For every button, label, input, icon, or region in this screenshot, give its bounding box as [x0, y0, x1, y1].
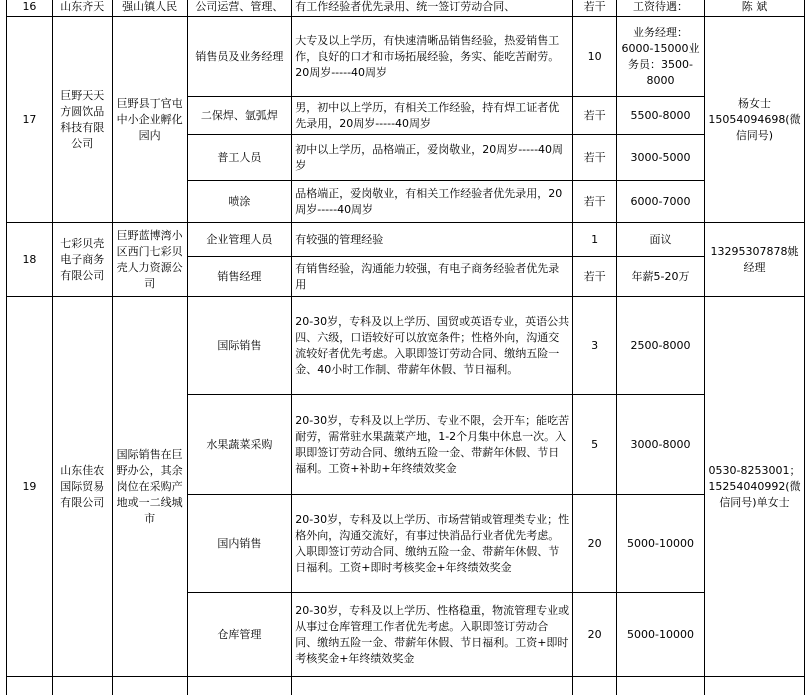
- job-requirements: 有较强的管理经验: [292, 223, 573, 257]
- job-title: 销售员及业务经理: [187, 17, 292, 97]
- company-name: 山东佳农国际贸易有限公司: [52, 297, 112, 677]
- job-requirements: 初中以上学历，品格端正，爱岗敬业，20周岁-----40周岁: [292, 135, 573, 181]
- hire-count: 若干: [573, 97, 617, 135]
- salary: 工资待遇：: [617, 0, 705, 17]
- salary: 年薪5-20万: [617, 257, 705, 297]
- work-address: 巨野蓝博湾小区西门七彩贝壳人力资源公司: [112, 223, 187, 297]
- job-requirements: 20-30岁，专科及以上学历、性格稳重，物流管理专业或从事过仓库管理工作者优先考虑。入职即签订劳动合同、缴纳五险一金、带薪年休假、节日福利。工资+即时考核奖金+年终绩效奖金: [292, 593, 573, 677]
- hire-count: 20: [573, 495, 617, 593]
- empty-cell: [52, 677, 112, 695]
- table-row-16: [7, 0, 805, 17]
- job-title: 仓库管理: [187, 593, 292, 677]
- job-title: 二保焊、氩弧焊: [187, 97, 292, 135]
- empty-cell: [573, 677, 617, 695]
- work-address: 强山镇人民: [112, 0, 187, 17]
- job-title: 普工人员: [187, 135, 292, 181]
- job-title: 喷涂: [187, 181, 292, 223]
- work-address: 巨野县丁官屯中小企业孵化园内: [112, 17, 187, 223]
- table-row: [7, 17, 805, 97]
- hire-count: 20: [573, 593, 617, 677]
- contact: 13295307878姚经理: [704, 223, 804, 297]
- table-row: [7, 297, 805, 395]
- company-name: 巨野天天方圆饮品科技有限公司: [52, 17, 112, 223]
- job-title: 国际销售: [187, 297, 292, 395]
- company-name: 山东齐天: [52, 0, 112, 17]
- hire-count: 若干: [573, 181, 617, 223]
- job-title: 水果蔬菜采购: [187, 395, 292, 495]
- hire-count: 3: [573, 297, 617, 395]
- job-requirements: 20-30岁，专科及以上学历、国贸或英语专业，英语公共四、六级，口语较好可以放宽条件；性格外向，沟通交流较好者优先考虑。入职即签订劳动合同、缴纳五险一金、40小时工作制、带薪年休假、节日福利。: [292, 297, 573, 395]
- row-number: 18: [7, 223, 53, 297]
- job-requirements: 男，初中以上学历，有相关工作经验，持有焊工证者优先录用，20周岁-----40周岁: [292, 97, 573, 135]
- empty-cell: [292, 677, 573, 695]
- empty-cell: [617, 677, 705, 695]
- contact: 杨女士15054094698(微信同号): [704, 17, 804, 223]
- table-row: [7, 223, 805, 257]
- job-title: 企业管理人员: [187, 223, 292, 257]
- row-number: 16: [7, 0, 53, 17]
- job-requirements: 有销售经验，沟通能力较强，有电子商务经验者优先录用: [292, 257, 573, 297]
- job-requirements: 20-30岁，专科及以上学历、专业不限，会开车；能吃苦耐劳，需常驻水果蔬菜产地，1-2个月集中休息一次。入职即签订劳动合同、缴纳五险一金、带薪年休假、节日福利。工资+补助+年终绩效奖金: [292, 395, 573, 495]
- salary: 面议: [617, 223, 705, 257]
- job-requirements: 20-30岁，专科及以上学历、市场营销或管理类专业；性格外向，沟通交流好，有事过快消品行业者优先考虑。入职即签订劳动合同、缴纳五险一金、带薪年休假、节日福利。工资+即时考核奖金+年终绩效奖金: [292, 495, 573, 593]
- empty-cell: [187, 677, 292, 695]
- salary: 5000-10000: [617, 593, 705, 677]
- hire-count: 若干: [573, 0, 617, 17]
- salary: 5000-10000: [617, 495, 705, 593]
- empty-cell: [704, 677, 804, 695]
- hire-count: 10: [573, 17, 617, 97]
- table-row-next: [7, 677, 805, 695]
- salary: 3000-5000: [617, 135, 705, 181]
- work-address: 国际销售在巨野办公，其余岗位在采购产地或一二线城市: [112, 297, 187, 677]
- salary: 业务经理：6000-15000业务员：3500-8000: [617, 17, 705, 97]
- salary: 5500-8000: [617, 97, 705, 135]
- empty-cell: [7, 677, 53, 695]
- row-number: 17: [7, 17, 53, 223]
- contact: 0530-8253001；15254040992(微信同号)单女士: [704, 297, 804, 677]
- company-name: 七彩贝壳电子商务有限公司: [52, 223, 112, 297]
- contact: 陈 斌: [704, 0, 804, 17]
- job-requirements: 品格端正，爱岗敬业，有相关工作经验者优先录用，20周岁-----40周岁: [292, 181, 573, 223]
- hire-count: 若干: [573, 257, 617, 297]
- job-listing-table: [6, 0, 805, 695]
- salary: 6000-7000: [617, 181, 705, 223]
- job-requirements: 有工作经验者优先录用、统一签订劳动合同、: [292, 0, 573, 17]
- job-title: 国内销售: [187, 495, 292, 593]
- hire-count: 若干: [573, 135, 617, 181]
- row-number: 19: [7, 297, 53, 677]
- salary: 2500-8000: [617, 297, 705, 395]
- hire-count: 5: [573, 395, 617, 495]
- salary: 3000-8000: [617, 395, 705, 495]
- job-title: 公司运营、管理、: [187, 0, 292, 17]
- empty-cell: [112, 677, 187, 695]
- job-requirements: 大专及以上学历，有快速清晰品销售经验，热爱销售工作，良好的口才和市场拓展经验，务实、能吃苦耐劳。 20周岁-----40周岁: [292, 17, 573, 97]
- hire-count: 1: [573, 223, 617, 257]
- job-title: 销售经理: [187, 257, 292, 297]
